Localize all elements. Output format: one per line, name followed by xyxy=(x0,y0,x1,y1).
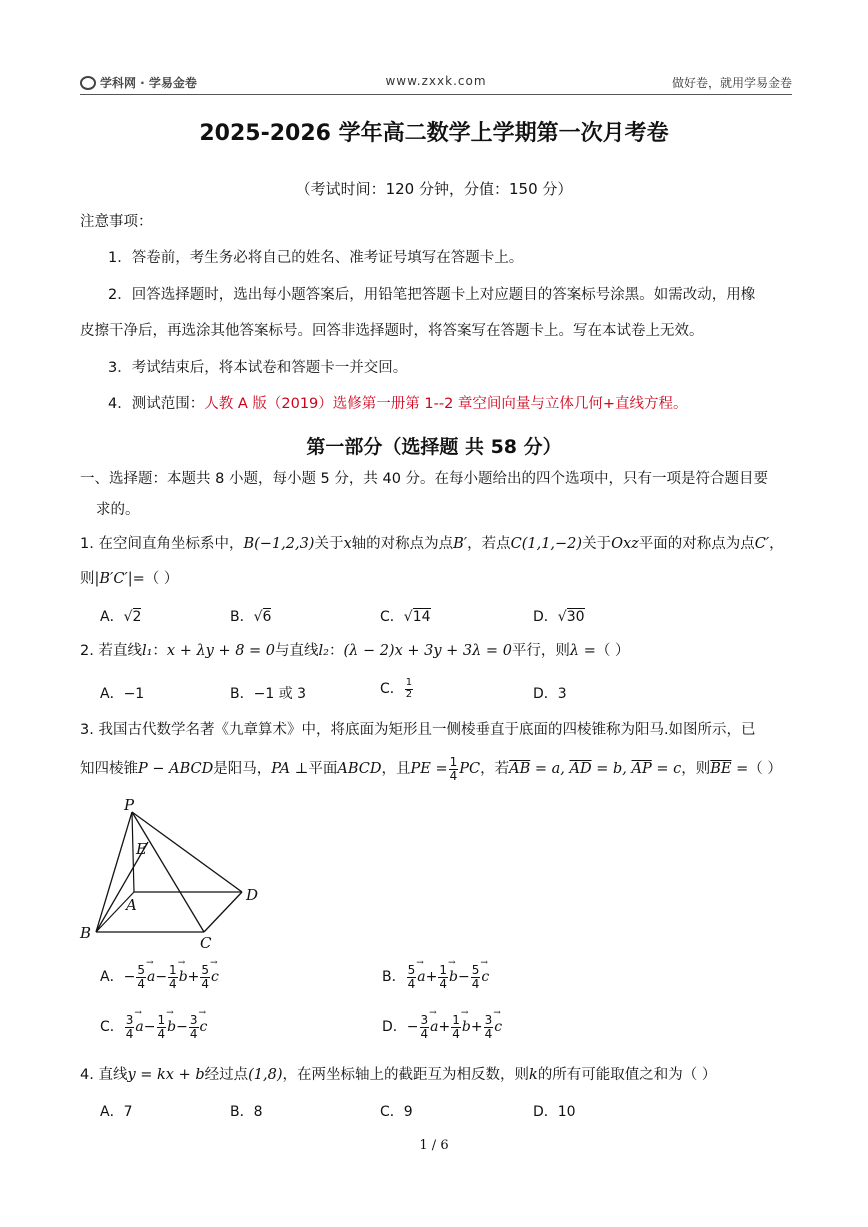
question-4: 4. 直线y = kx + b经过点(1,8)，在两坐标轴上的截距互为相反数，则k的所有可能取值之和为（ ） xyxy=(80,1067,717,1083)
page-header xyxy=(80,72,792,95)
pyramid-figure xyxy=(76,796,276,956)
exam-title: 2025-2026 学年高二数学上学期第一次月考卷 xyxy=(199,121,669,146)
q1-option-d[interactable]: D．√30 xyxy=(533,609,585,625)
q4-option-a[interactable]: A．7 xyxy=(100,1104,133,1120)
exam-subtitle: （考试时间：120 分钟，分值：150 分） xyxy=(295,180,573,198)
notice-item-4: 4．测试范围：人教 A 版（2019）选修第一册第 1--2 章空间向量与立体几何+直线方程。 xyxy=(108,396,688,412)
q2-option-a[interactable]: A．−1 xyxy=(100,686,145,702)
q3-option-d[interactable]: D．− $\frac{3}{4}$ → a+ $\frac{1}{4}$ → b+ $\frac{3}{4}$ → c xyxy=(382,1014,502,1040)
point-e-label: E xyxy=(136,840,147,858)
q2-option-c[interactable]: C． $\frac{1}{2}$ xyxy=(380,677,413,700)
section-heading: 第一部分（选择题 共 58 分） xyxy=(306,436,562,458)
vertex-a-label: A xyxy=(126,896,137,914)
vertex-p-label: P xyxy=(124,796,135,814)
q3-option-c[interactable]: C． $\frac{3}{4}$ → a− $\frac{1}{4}$ → b− $\frac{3}{4}$ → c xyxy=(100,1014,207,1040)
q1-option-c[interactable]: C．√14 xyxy=(380,609,431,625)
q4-option-d[interactable]: D．10 xyxy=(533,1104,576,1120)
q3-option-b[interactable]: B． $\frac{5}{4}$ → a+ $\frac{1}{4}$ → b− $\frac{5}{4}$ → c xyxy=(382,964,489,990)
notice-item-3: 3．考试结束后，将本试卷和答题卡一并交回。 xyxy=(108,360,408,376)
part1-instructions-2: 求的。 xyxy=(96,502,140,518)
question-1-line-1: 1. 在空间直角坐标系中，B(−1,2,3)关于x轴的对称点为点B′，若点C(1,1,−2)关于Oxz平面的对称点为点C′， xyxy=(80,536,784,552)
part1-instructions-1: 一、选择题：本题共 8 小题，每小题 5 分，共 40 分。在每小题给出的四个选项中，只有一项是符合题目要 xyxy=(80,471,769,487)
q3-option-a[interactable]: A．− $\frac{5}{4}$ → a− $\frac{1}{4}$ → b+ $\frac{5}{4}$ → c xyxy=(100,964,219,990)
question-3-line-1: 3. 我国古代数学名著《九章算术》中，将底面为矩形且一侧棱垂直于底面的四棱锥称为阳马.如图所示，已 xyxy=(80,722,756,738)
site-url: www.zxxk.com xyxy=(385,74,487,88)
brand-logo: 学科网 · 学易金卷 xyxy=(80,74,197,91)
notice-heading: 注意事项： xyxy=(80,214,153,230)
page-number: 1 / 6 xyxy=(419,1138,449,1153)
q2-option-b[interactable]: B．−1 或 3 xyxy=(230,686,307,702)
q2-option-d[interactable]: D．3 xyxy=(533,686,567,702)
question-1-line-2: 则|B′C′|=（ ） xyxy=(80,571,179,587)
q4-option-c[interactable]: C．9 xyxy=(380,1104,413,1120)
notice-item-1: 1．答卷前，考生务必将自己的姓名、准考证号填写在答题卡上。 xyxy=(108,250,524,266)
vertex-c-label: C xyxy=(200,934,212,952)
q1-option-b[interactable]: B．√6 xyxy=(230,609,272,625)
test-scope: 人教 A 版（2019）选修第一册第 1--2 章空间向量与立体几何+直线方程。 xyxy=(204,396,688,412)
question-3-line-2: 知四棱锥P − ABCD是阳马，PA ⊥平面ABCD，且PE = $\frac{1}{4}$ PC，若$\overline{AB} = a$, $\overline{AD} = b$, $\overline{AP} = c$，则$\overline{BE}$ =（ ） xyxy=(80,755,782,783)
q4-option-b[interactable]: B．8 xyxy=(230,1104,263,1120)
question-2: 2. 若直线l₁：x + λy + 8 = 0与直线l₂：(λ − 2)x + 3y + 3λ = 0平行，则λ =（ ） xyxy=(80,643,630,659)
vertex-d-label: D xyxy=(246,886,259,904)
header-slogan: 做好卷，就用学易金卷 xyxy=(671,76,792,90)
notice-item-2b: 皮擦干净后，再选涂其他答案标号。回答非选择题时，将答案写在答题卡上。写在本试卷上无效。 xyxy=(80,323,704,339)
notice-item-2a: 2．回答选择题时，选出每小题答案后，用铅笔把答题卡上对应题目的答案标号涂黑。如需改动，用橡 xyxy=(108,287,756,303)
vertex-b-label: B xyxy=(80,924,92,942)
q1-option-a[interactable]: A．√2 xyxy=(100,609,142,625)
